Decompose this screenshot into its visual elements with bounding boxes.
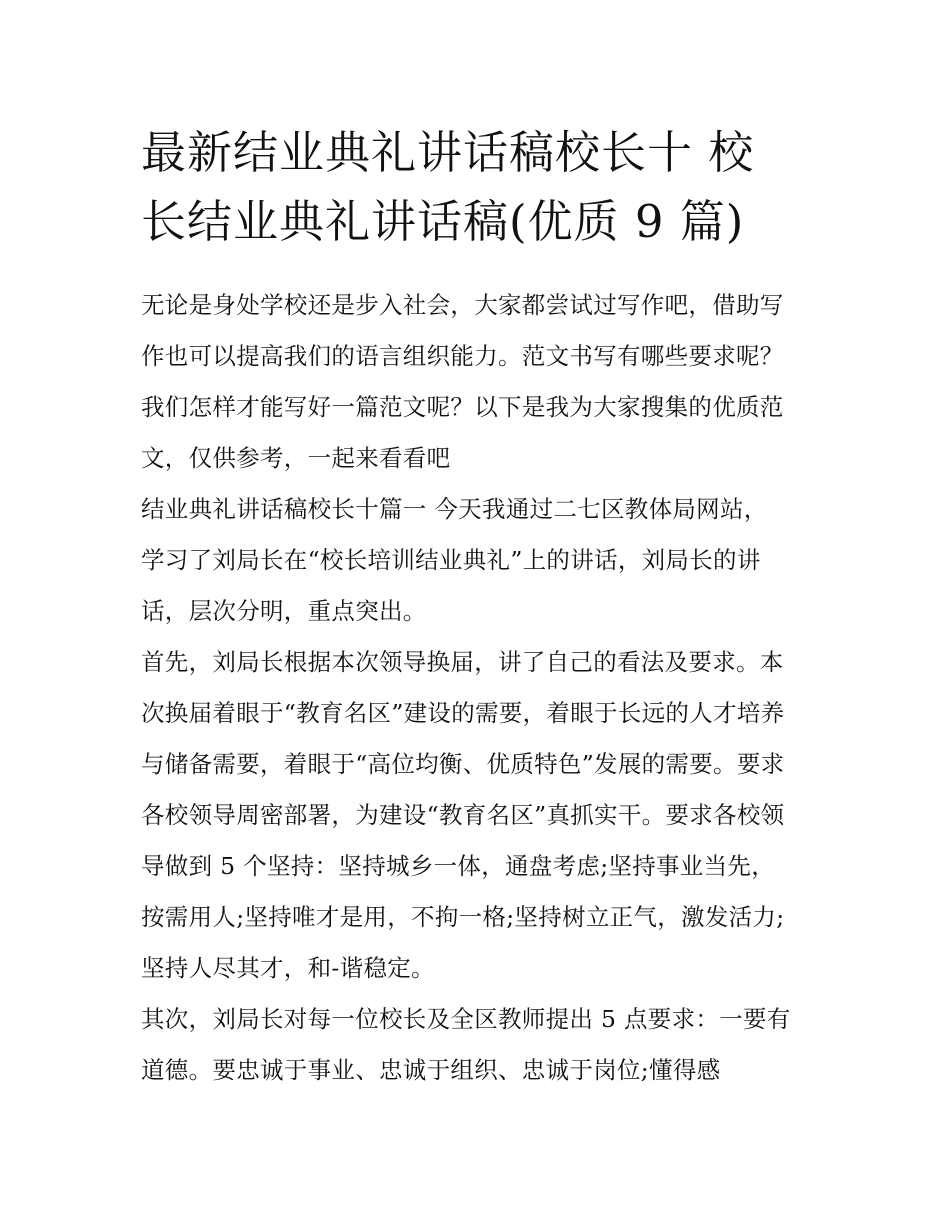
paragraph-line: 话，层次分明，重点突出。 — [141, 597, 427, 625]
paragraph-line: 导做到 5 个坚持：坚持城乡一体，通盘考虑;坚持事业当先， — [141, 852, 776, 880]
title-line: 最新结业典礼讲话稿校长十 校 — [141, 126, 755, 179]
paragraph-line: 各校领导周密部署，为建设“教育名区”真抓实干。要求各校领 — [141, 801, 785, 829]
paragraph-line: 道德。要忠诚于事业、忠诚于组织、忠诚于岗位;懂得感 — [141, 1056, 721, 1084]
intro-paragraph — [141, 280, 813, 484]
paragraph-line: 其次，刘局长对每一位校长及全区教师提出 5 点要求：一要有 — [141, 1005, 791, 1033]
document-body — [141, 118, 813, 1096]
paragraph-line: 坚持人尽其才，和-谐稳定。 — [141, 954, 435, 982]
title-spacer — [141, 256, 813, 280]
paragraph-line: 我们怎样才能写好一篇范文呢？以下是我为大家搜集的优质范 — [141, 393, 784, 421]
paragraph-line: 文，仅供参考，一起来看看吧 — [141, 444, 451, 472]
first-point-paragraph — [141, 637, 813, 994]
document-title — [141, 118, 813, 256]
paragraph-line: 无论是身处学校还是步入社会，大家都尝试过写作吧，借助写 — [141, 291, 784, 319]
paragraph-line: 按需用人;坚持唯才是用，不拘一格;坚持树立正气，激发活力; — [141, 903, 785, 931]
paragraph-line: 首先，刘局长根据本次领导换届，讲了自己的看法及要求。本 — [141, 648, 784, 676]
paragraph-line: 学习了刘局长在“校长培训结业典礼”上的讲话，刘局长的讲 — [141, 546, 761, 574]
section-one-paragraph — [141, 484, 813, 637]
title-line: 长结业典礼讲话稿(优质 9 篇) — [141, 195, 745, 248]
paragraph-line: 与储备需要，着眼于“高位均衡、优质特色”发展的需要。要求 — [141, 750, 785, 778]
second-point-paragraph — [141, 994, 813, 1096]
paragraph-line: 作也可以提高我们的语言组织能力。范文书写有哪些要求呢？ — [141, 342, 784, 370]
paragraph-line: 结业典礼讲话稿校长十篇一 今天我通过二七区教体局网站， — [141, 495, 768, 523]
paragraph-line: 次换届着眼于“教育名区”建设的需要，着眼于长远的人才培养 — [141, 699, 785, 727]
